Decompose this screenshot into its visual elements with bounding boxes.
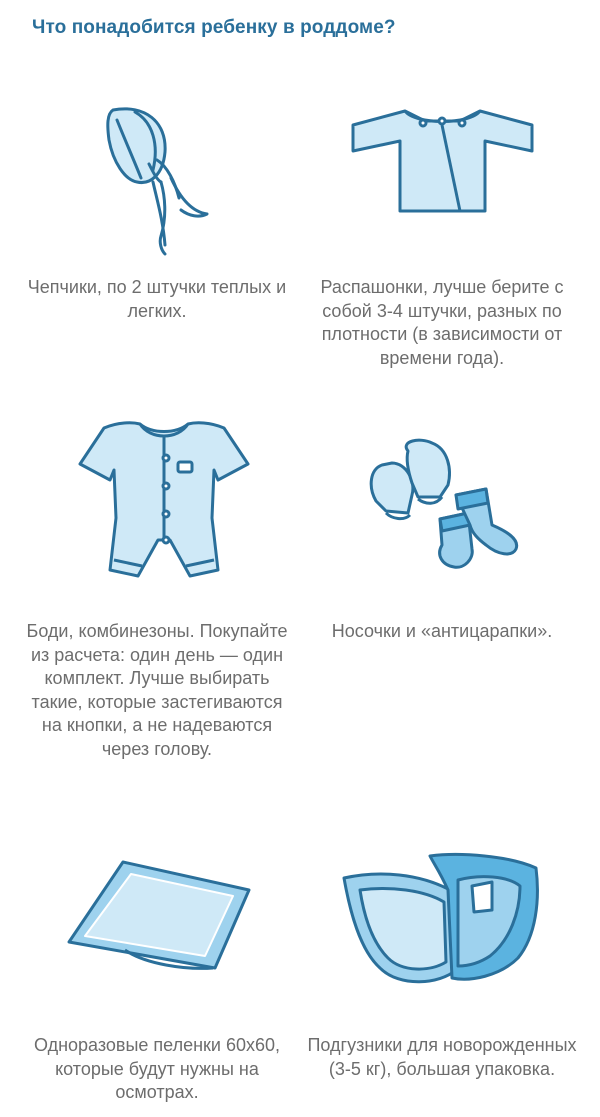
romper-icon: [78, 418, 250, 590]
disposable-pad-icon: [65, 858, 255, 973]
diaper-icon: [340, 850, 545, 990]
caption-baby-shirt: Распашонки, лучше берите с собой 3-4 штучки, разных по плотности (в зависимости от времени года).: [320, 277, 564, 368]
mittens-socks-icon: [360, 435, 530, 575]
bonnet-icon: [95, 100, 220, 260]
caption-mittens-socks: Носочки и «антицарапки».: [331, 621, 553, 641]
caption-romper: Боди, комбинезоны. Покупайте из расчета: один день — один комплект. Лучше выбирать такие, которые застегиваются на кнопки, а не надеваются через голову.: [26, 621, 288, 759]
caption-diaper: Подгузники для новорожденных (3-5 кг), большая упаковка.: [307, 1035, 577, 1079]
page-title: Что понадобится ребенку в роддоме?: [32, 17, 396, 38]
caption-bonnet: Чепчики, по 2 штучки теплых и легких.: [27, 277, 287, 321]
caption-disposable-pad: Одноразовые пеленки 60х60, которые будут нужны на осмотрах.: [33, 1035, 281, 1102]
baby-shirt-icon: [345, 103, 540, 218]
